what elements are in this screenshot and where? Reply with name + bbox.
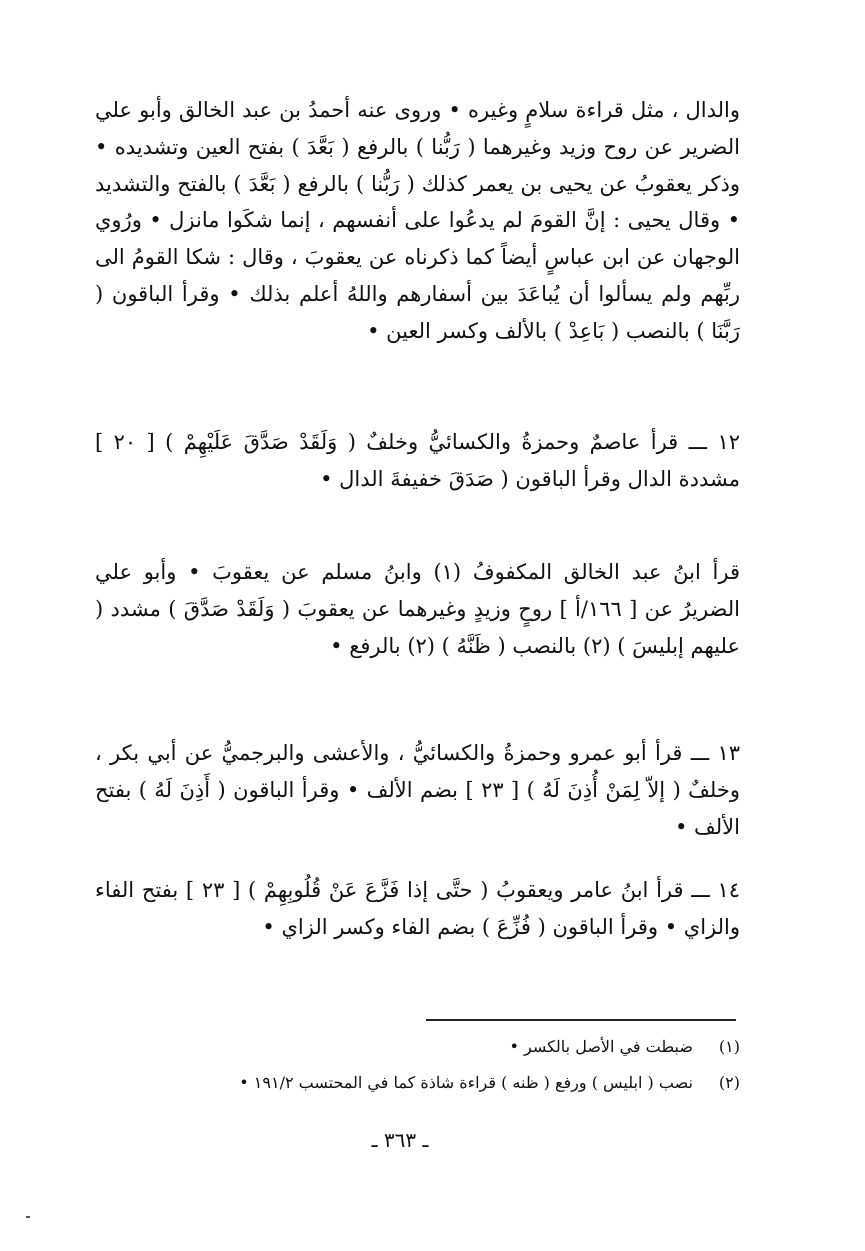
footnote-1	[95, 1036, 740, 1058]
footnote-1-number: (١)	[718, 1037, 740, 1056]
paragraph-reading-rabbana: والدال ، مثل قراءة سلامٍ وغيره • وروى عنه أحمدُ بن عبد الخالق وأبو علي الضرير عن روح وزيد وغيرهما ( رَبُّنا ) بالرفع ( بَعَّدَ ) بفتح العين وتشديده • وذكر يعقوبُ عن يحيى بن يعمر كذلك ( رَبُّنا ) بالرفع ( بَعَّدَ ) بالفتح والتشديد • وقال يحيى : إنَّ القومَ لم يدعُوا على أنفسهم ، إنما شكَوا مانزل • ورُوي الوجهان عن ابن عباسٍ أيضاً كما ذكرناه عن يعقوبَ ، وقال : شكا القومُ الى ربِّهم ولم يسألوا أن يُباعَدَ بين أسفارهم واللهُ أعلم بذلك • وقرأ الباقون ( رَبَّنَا ) بالنصب ( بَاعِدْ ) بالألف وكسر العين •	[95, 98, 740, 343]
paragraph-14-fuzzia: ١٤ ـــ قرأ ابنُ عامر ويعقوبُ ( حتَّى إذا فَزَّعَ عَنْ قُلُوبِهِمْ ) [ ٢٣ ] بفتح الفاء والزاي • وقرأ الباقون ( فُزِّعَ ) بضم الفاء وكسر الزاي •	[95, 878, 740, 939]
page-number: ـ ٣٦٣ ـ	[371, 1128, 429, 1152]
footnote-divider	[426, 1019, 736, 1021]
paragraph-13-udhina-lahu: ١٣ ـــ قرأ أبو عمرو وحمزةُ والكسائيُّ ، والأعشى والبرجميُّ عن أبي بكر ، وخلفٌ ( إلاّ لِمَنْ أُذِنَ لَهُ ) [ ٢٣ ] بضم الألف • وقرأ الباقون ( أَذِنَ لَهُ ) بفتح الألف •	[95, 741, 740, 839]
paragraph-ibn-abd-al-khaliq: قرأ ابنُ عبد الخالق المكفوفُ (١) وابنُ مسلم عن يعقوبَ • وأبو علي الضريرُ عن [ ١٦٦/أ ] روحٍ وزيدٍ وغيرهما عن يعقوبَ ( وَلَقَدْ صَدَّقَ ) مشدد ( عليهم إبليسَ ) (٢) بالنصب ( ظَنَّهُ ) (٢) بالرفع •	[95, 560, 740, 658]
scan-speck	[26, 1216, 30, 1218]
footnote-2-number: (٢)	[718, 1073, 740, 1092]
footnote-2-text: نصب ( ابليس ) ورفع ( ظنه ) قراءة شاذة كما في المحتسب ١٩١/٢ •	[239, 1073, 693, 1092]
footnote-1-text: ضبطت في الأصل بالكسر •	[509, 1037, 693, 1056]
paragraph-12-laqad-saddaqa: ١٢ ـــ قرأ عاصمٌ وحمزةُ والكسائيُّ وخلفٌ ( وَلَقَدْ صَدَّقَ عَلَيْهِمْ ) [ ٢٠ ] مشددة الدال وقرأ الباقون ( صَدَقَ خفيفةَ الدال •	[95, 430, 740, 491]
footnote-2	[95, 1072, 740, 1094]
